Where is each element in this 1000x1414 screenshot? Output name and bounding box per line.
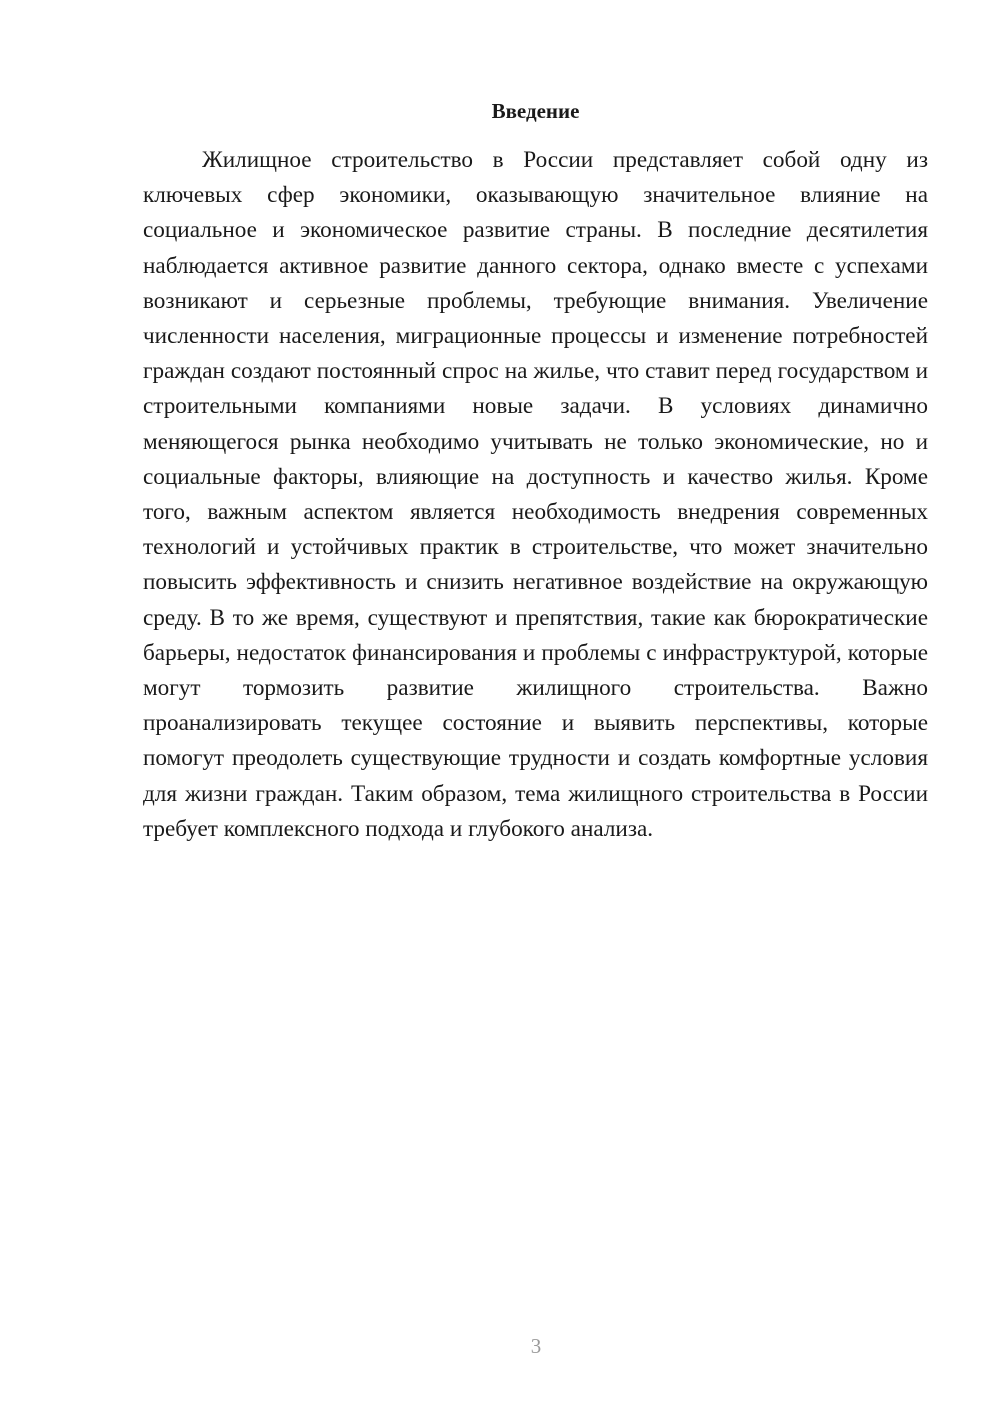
section-heading: Введение xyxy=(491,99,580,123)
page-number: 3 xyxy=(530,1334,542,1358)
body-paragraph: Жилищное строительство в России представляет собой одну из ключевых сфер экономики, оказывающую значительное влияние на социальное и экономическое развитие страны. В последние десятилетия наблюдается активное развитие данного сектора, однако вместе с успехами возникают и серьезные проблемы, требующие внимания. Увеличение численности населения, миграционные процессы и изменение потребностей граждан создают постоянный спрос на жилье, что ставит перед государством и строительными компаниями новые задачи. В условиях динамично меняющегося рынка необходимо учитывать не только экономические, но и социальные факторы, влияющие на доступность и качество жилья. Кроме того, важным аспектом является необходимость внедрения современных технологий и устойчивых практик в строительстве, что может значительно повысить эффективность и снизить негативное воздействие на окружающую среду. В то же время, существуют и препятствия, такие как бюрократические барьеры, недостаток финансирования и проблемы с инфраструктурой, которые могут тормозить развитие жилищного строительства. Важно проанализировать текущее состояние и выявить перспективы, которые помогут преодолеть существующие трудности и создать комфортные условия для жизни граждан. Таким образом, тема жилищного строительства в России требует комплексного подхода и глубокого анализа. xyxy=(143,147,928,842)
